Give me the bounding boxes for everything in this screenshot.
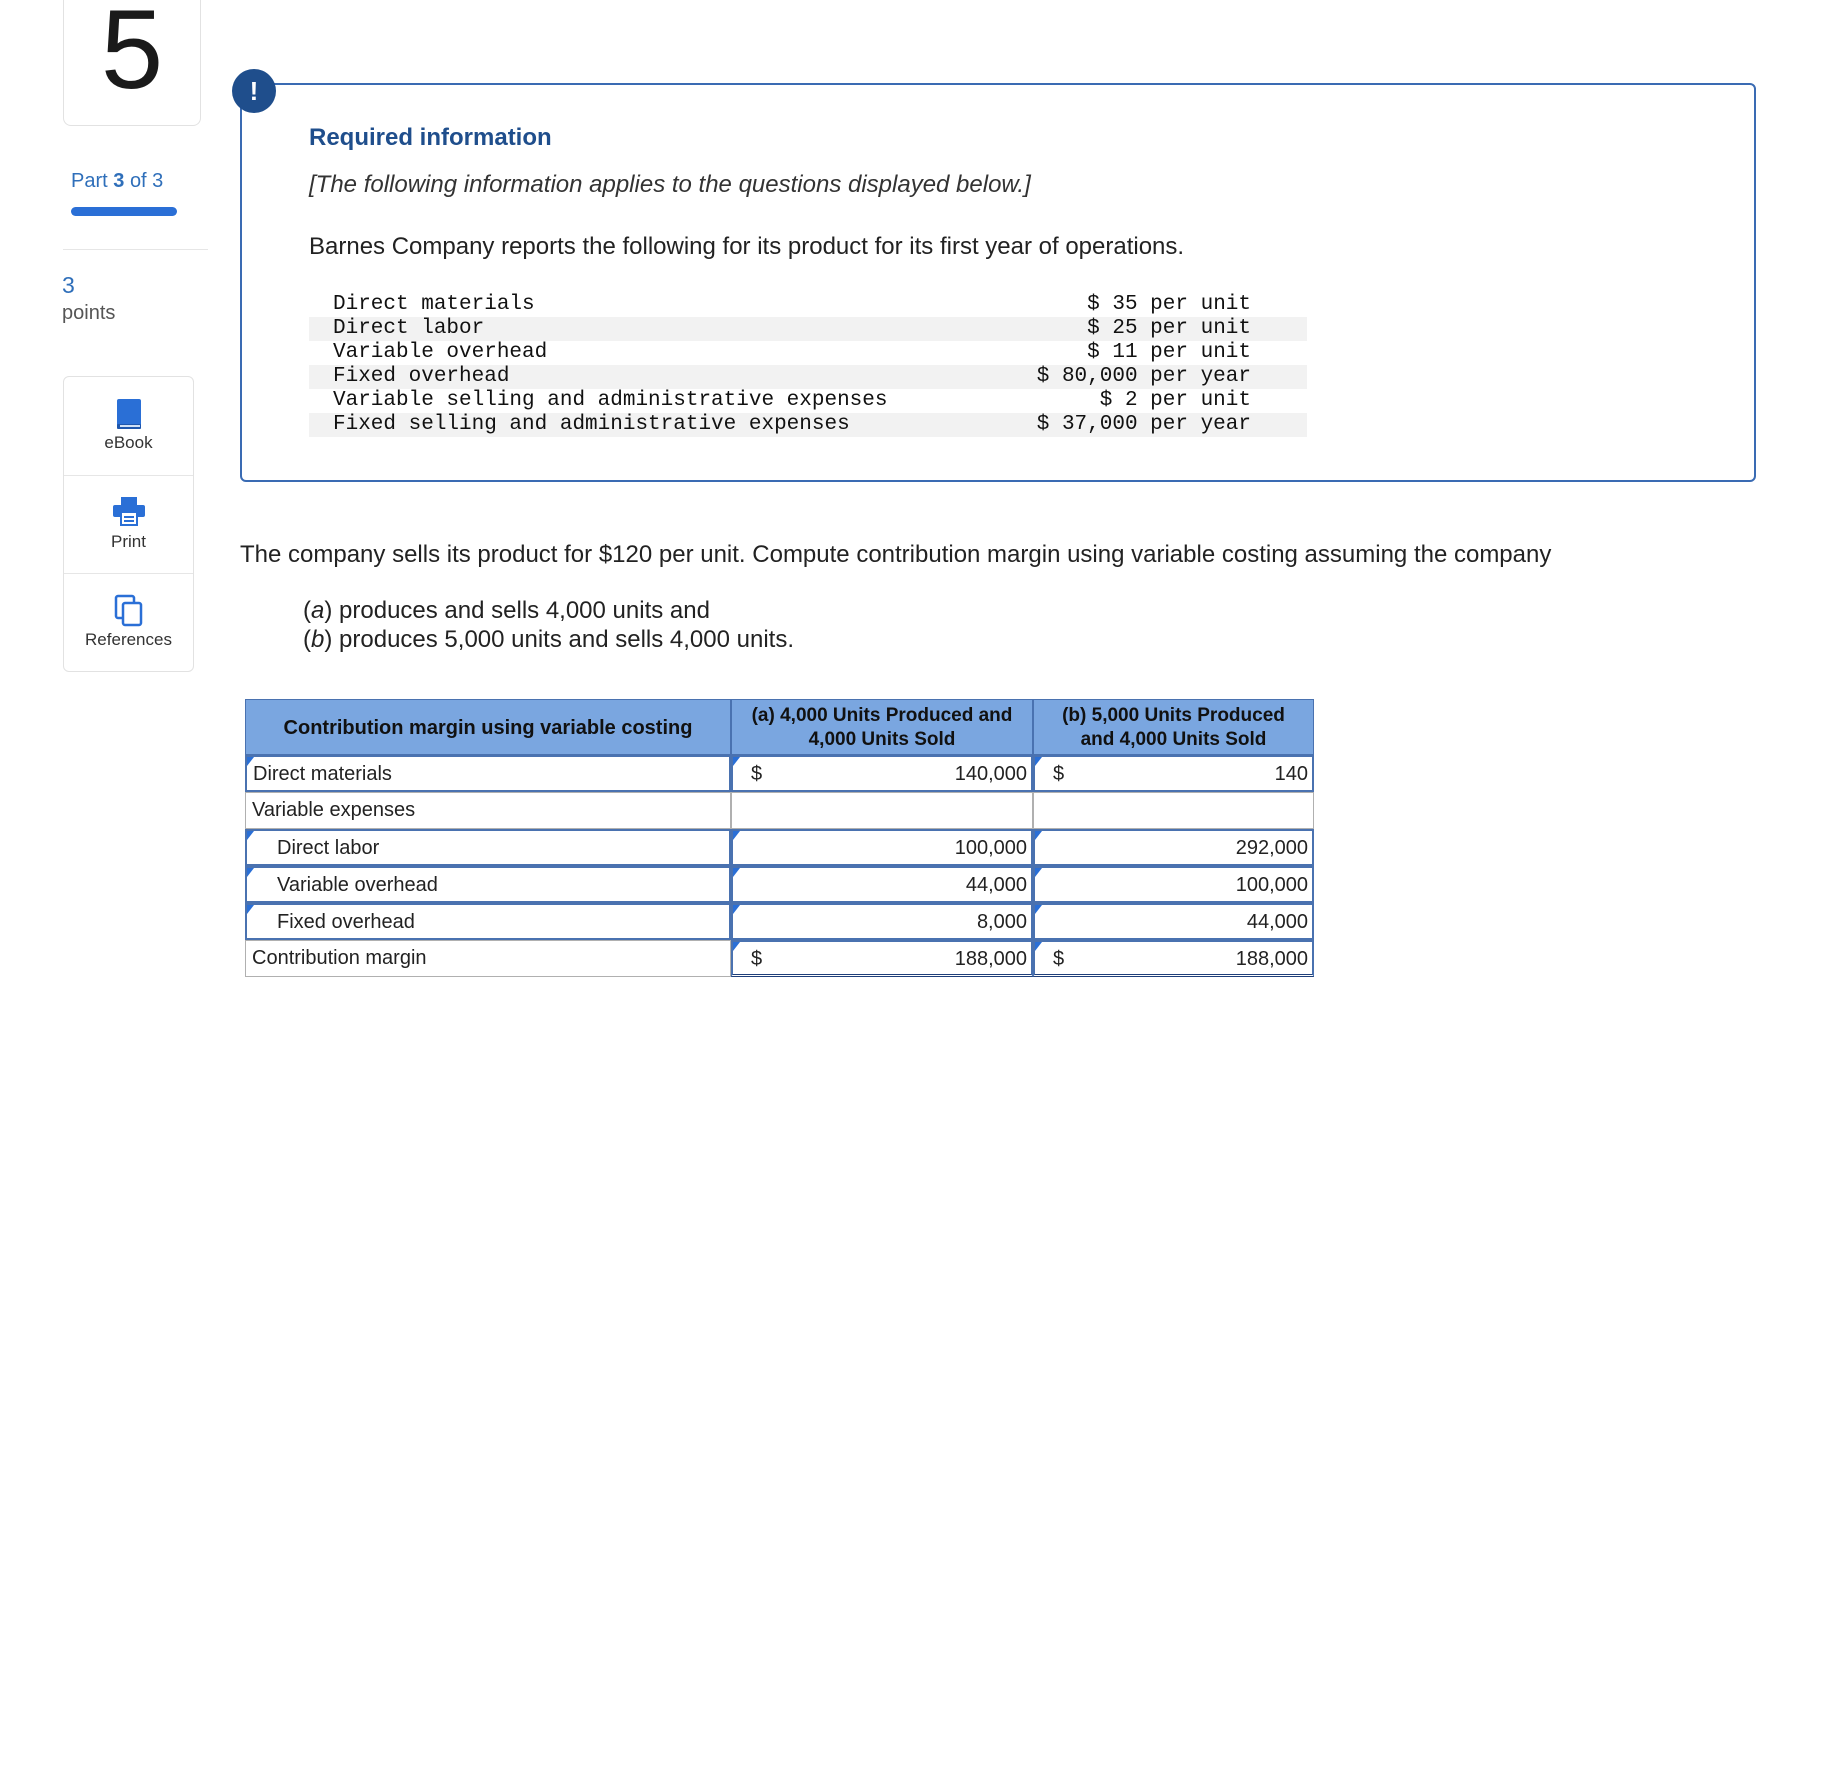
header-column-b — [1033, 699, 1314, 755]
input-marker-icon — [247, 905, 254, 914]
printer-icon — [112, 496, 146, 531]
part-b-text: produces 5,000 units and sells 4,000 units. — [332, 626, 794, 653]
part-suffix: of 3 — [129, 170, 164, 192]
question-part-a: (a) produces and sells 4,000 units and — [303, 597, 710, 624]
value-input-b[interactable] — [1033, 903, 1314, 940]
question-number-box — [63, 0, 201, 126]
value-input-a[interactable] — [731, 903, 1033, 940]
row-label-total — [245, 940, 731, 977]
cost-desc: Fixed selling and administrative expenses — [333, 413, 850, 436]
input-marker-icon — [733, 868, 740, 877]
value-input-b[interactable] — [1033, 866, 1314, 903]
value-input-a[interactable] — [731, 755, 1033, 792]
cost-row — [309, 413, 1307, 437]
header-b-line1: (b) 5,000 Units Produced — [1062, 705, 1285, 726]
input-marker-icon — [1035, 868, 1042, 877]
cost-amount: $ 25 per unit — [1087, 317, 1251, 340]
answer-table — [245, 699, 1314, 977]
value-a: 140,000 — [954, 763, 1027, 785]
value-b: 100,000 — [1235, 874, 1308, 896]
part-a-text: produces and sells 4,000 units and — [332, 597, 710, 624]
value-b: 44,000 — [1246, 911, 1308, 933]
value-b: 188,000 — [1235, 948, 1308, 970]
input-marker-icon — [247, 831, 254, 840]
row-label: Contribution margin — [252, 947, 427, 969]
header-a-line1: (a) 4,000 Units Produced and — [751, 705, 1013, 726]
row-label: Variable expenses — [252, 799, 416, 821]
dollar-sign: $ — [751, 948, 763, 970]
value-input-a[interactable] — [731, 866, 1033, 903]
dollar-sign: $ — [1053, 948, 1065, 970]
info-intro: Barnes Company reports the following for its product for its first year of operations. — [309, 233, 1185, 260]
points-label: points — [62, 302, 116, 324]
empty-cell-a — [731, 792, 1033, 829]
ebook-button[interactable] — [64, 377, 193, 475]
row-label: Variable overhead — [277, 874, 438, 896]
cost-amount: $ 37,000 per year — [1036, 413, 1251, 436]
row-label: Fixed overhead — [277, 911, 415, 933]
input-marker-icon — [733, 905, 740, 914]
print-button[interactable] — [64, 475, 193, 574]
references-icon — [113, 594, 145, 633]
cost-amount: $ 2 per unit — [1099, 389, 1251, 412]
references-label: References — [85, 630, 172, 649]
input-marker-icon — [1035, 757, 1042, 766]
row-label-input[interactable] — [245, 866, 731, 903]
info-title: Required information — [309, 124, 552, 151]
input-marker-icon — [247, 757, 254, 766]
cost-row — [309, 389, 1307, 413]
value-input-a[interactable] — [731, 829, 1033, 866]
cost-desc: Fixed overhead — [333, 365, 510, 388]
question-part-b: (b) produces 5,000 units and sells 4,000 units. — [303, 626, 794, 653]
cost-desc: Direct labor — [333, 317, 485, 340]
book-icon — [114, 397, 144, 436]
input-marker-icon — [247, 868, 254, 877]
points-value: 3 — [62, 272, 75, 298]
row-label-input[interactable] — [245, 829, 731, 866]
cost-row — [309, 341, 1307, 365]
input-marker-icon — [733, 757, 740, 766]
header-a-line2: 4,000 Units Sold — [808, 729, 956, 750]
row-label-input[interactable] — [245, 903, 731, 940]
value-a: 188,000 — [954, 948, 1027, 970]
print-label: Print — [111, 532, 146, 551]
value-input-b[interactable] — [1033, 755, 1314, 792]
input-marker-icon — [733, 831, 740, 840]
references-button[interactable] — [64, 573, 193, 672]
value-b: 292,000 — [1235, 837, 1308, 859]
tools-panel — [63, 376, 194, 672]
input-marker-icon — [733, 942, 740, 951]
header-b-line2: and 4,000 Units Sold — [1080, 729, 1267, 750]
question-text: The company sells its product for $120 per unit. Compute contribution margin using variable costing assuming the company — [240, 541, 1552, 568]
cost-row — [309, 317, 1307, 341]
cost-amount: $ 80,000 per year — [1036, 365, 1251, 388]
part-b-letter: b — [311, 626, 325, 653]
value-b: 140 — [1274, 763, 1308, 785]
cost-table — [309, 293, 1307, 437]
info-subtitle: [The following information applies to the questions displayed below.] — [309, 171, 1031, 198]
input-marker-icon — [1035, 905, 1042, 914]
row-heading — [245, 792, 731, 829]
sidebar-divider — [63, 249, 208, 250]
row-label-input[interactable] — [245, 755, 731, 792]
value-a: 44,000 — [965, 874, 1027, 896]
cost-amount: $ 11 per unit — [1087, 341, 1251, 364]
cost-row — [309, 365, 1307, 389]
row-label: Direct materials — [253, 763, 392, 785]
input-marker-icon — [1035, 831, 1042, 840]
cost-amount: $ 35 per unit — [1087, 293, 1251, 316]
part-indicator — [71, 170, 163, 193]
header-column-a — [731, 699, 1033, 755]
total-input-b[interactable] — [1033, 940, 1314, 977]
cost-row — [309, 293, 1307, 317]
row-label: Direct labor — [277, 837, 380, 859]
dollar-sign: $ — [1053, 763, 1065, 785]
part-prefix: Part — [71, 170, 108, 192]
value-a: 100,000 — [954, 837, 1027, 859]
input-marker-icon — [1035, 942, 1042, 951]
alert-icon: ! — [232, 69, 276, 113]
total-input-a[interactable] — [731, 940, 1033, 977]
empty-cell-b — [1033, 792, 1314, 829]
header-label: Contribution margin using variable costing — [245, 699, 731, 755]
part-progress-bar — [71, 207, 177, 216]
part-a-letter: a — [311, 597, 325, 624]
value-input-b[interactable] — [1033, 829, 1314, 866]
question-number: 5 — [100, 0, 164, 112]
cost-desc: Variable selling and administrative expenses — [333, 389, 888, 412]
ebook-label: eBook — [104, 433, 153, 452]
cost-desc: Direct materials — [333, 293, 535, 316]
part-current: 3 — [113, 170, 125, 192]
value-a: 8,000 — [976, 911, 1027, 933]
dollar-sign: $ — [751, 763, 763, 785]
cost-desc: Variable overhead — [333, 341, 548, 364]
